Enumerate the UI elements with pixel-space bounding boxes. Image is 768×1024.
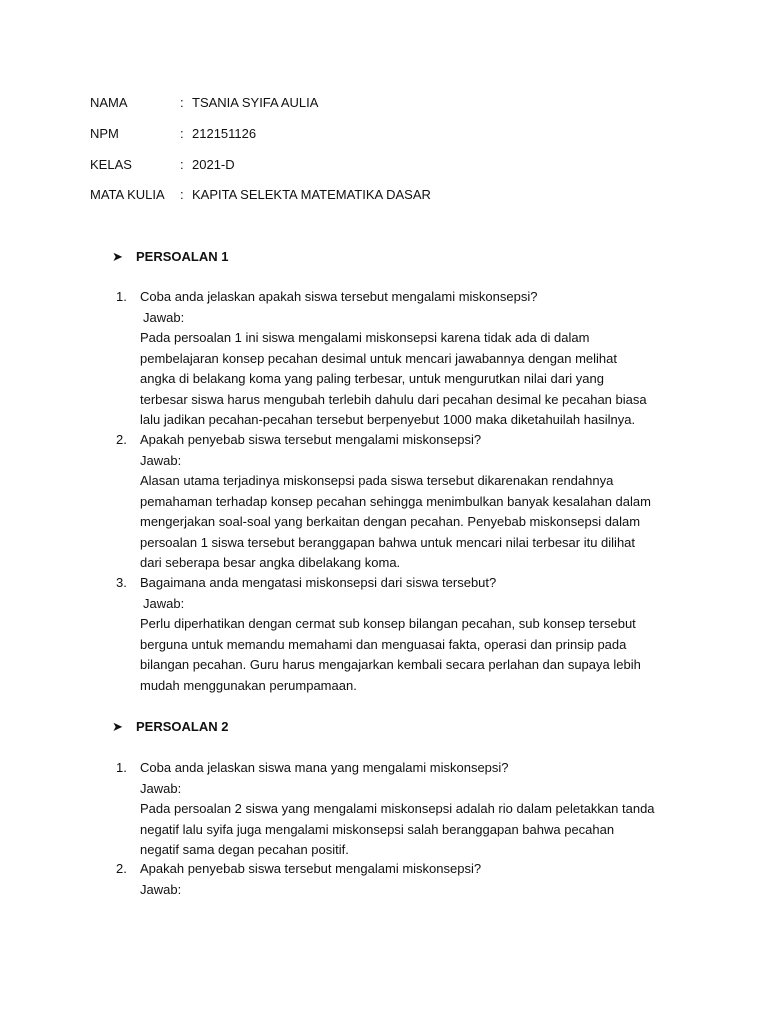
question-block-s2-q1 (116, 758, 696, 861)
answer-line: persoalan 1 siswa tersebut beranggapan bahwa untuk mencari nilai terbesar itu dilihat (140, 534, 636, 550)
answer-line: mudah menggunakan perumpamaan. (140, 677, 357, 693)
info-label: NAMA (90, 95, 128, 110)
info-row-npm (90, 124, 256, 144)
answer-line: dari seberapa besar angka dibelakang koma. (140, 555, 401, 570)
answer-line: berguna untuk memandu memahami dan menguasai fakta, operasi dan prinsip pada (140, 636, 627, 652)
arrow-bullet-icon: ➤ (112, 249, 123, 264)
question-line (116, 758, 696, 779)
answer-line: lalu jadikan pecahan-pecahan tersebut berpenyebut 1000 maka diketahuilah hasilnya. (140, 412, 636, 427)
question-block-s1-q2 (116, 430, 696, 574)
question-line (116, 859, 696, 880)
info-colon: : (180, 187, 184, 202)
question-line (116, 430, 696, 451)
info-colon: : (180, 95, 184, 110)
answer-text (116, 328, 696, 431)
section-title: PERSOALAN 2 (136, 719, 229, 734)
section-heading-persoalan-1 (112, 247, 228, 267)
answer-line: bilangan pecahan. Guru harus mengajarkan kembali secara perlahan dan supaya lebih (140, 657, 641, 672)
question-line (116, 573, 696, 594)
jawab-label: Jawab: (143, 309, 185, 325)
arrow-bullet-icon: ➤ (112, 719, 123, 734)
info-value: 2021-D (192, 157, 235, 172)
answer-text (116, 614, 696, 696)
info-row-kelas (90, 155, 235, 175)
answer-line: terbesar siswa harus mengubah terlebih dahulu dari pecahan desimal ke pecahan biasa (140, 391, 647, 407)
question-number: 2. (116, 432, 127, 447)
question-block-s1-q1 (116, 287, 696, 431)
answer-line: Pada persoalan 2 siswa yang mengalami miskonsepsi adalah rio dalam peletakkan tanda (140, 801, 655, 816)
question-text: Coba anda jelaskan apakah siswa tersebut mengalami miskonsepsi? (140, 289, 538, 304)
info-colon: : (180, 157, 184, 172)
jawab-label: Jawab: (140, 780, 182, 796)
answer-text (116, 799, 696, 861)
question-text: Bagaimana anda mengatasi miskonsepsi dari siswa tersebut? (140, 575, 497, 590)
answer-line: Pada persoalan 1 ini siswa mengalami miskonsepsi karena tidak ada di dalam (140, 330, 590, 345)
info-value: TSANIA SYIFA AULIA (192, 95, 319, 110)
answer-line: mengerjakan soal-soal yang berkaitan dengan pecahan. Penyebab miskonsepsi dalam (140, 514, 641, 529)
info-label: KELAS (90, 157, 132, 172)
info-value: 212151126 (192, 126, 257, 141)
answer-line: negatif sama degan pecahan positif. (140, 842, 349, 857)
answer-text (116, 471, 696, 574)
jawab-label: Jawab: (140, 881, 182, 897)
info-colon: : (180, 126, 184, 141)
jawab-label: Jawab: (140, 452, 182, 468)
info-value: KAPITA SELEKTA MATEMATIKA DASAR (192, 187, 431, 202)
question-number: 1. (116, 289, 127, 304)
section-heading-persoalan-2 (112, 717, 228, 737)
info-label: MATA KULIA (90, 187, 165, 202)
info-label: NPM (90, 126, 119, 141)
answer-line: Alasan utama terjadinya miskonsepsi pada siswa tersebut dikarenakan rendahnya (140, 473, 614, 488)
section-title: PERSOALAN 1 (136, 249, 229, 264)
question-number: 1. (116, 760, 127, 775)
question-text: Apakah penyebab siswa tersebut mengalami miskonsepsi? (140, 861, 482, 876)
question-number: 3. (116, 575, 127, 590)
question-number: 2. (116, 861, 127, 876)
question-text: Apakah penyebab siswa tersebut mengalami miskonsepsi? (140, 432, 482, 447)
answer-line: negatif lalu syifa juga mengalami miskonsepsi salah beranggapan bahwa pecahan (140, 821, 615, 837)
answer-line: pemahaman terhadap konsep pecahan sehingga menimbulkan banyak kesalahan dalam (140, 493, 651, 509)
info-row-mata-kuliah (90, 185, 431, 205)
jawab-label: Jawab: (143, 595, 185, 611)
answer-line: Perlu diperhatikan dengan cermat sub konsep bilangan pecahan, sub konsep tersebut (140, 616, 636, 631)
answer-line: angka di belakang koma yang paling terbesar, untuk mengurutkan nilai dari yang (140, 371, 604, 386)
question-block-s2-q2 (116, 859, 696, 900)
question-text: Coba anda jelaskan siswa mana yang mengalami miskonsepsi? (140, 760, 509, 775)
question-block-s1-q3 (116, 573, 696, 696)
info-row-nama (90, 93, 318, 113)
answer-line: pembelajaran konsep pecahan desimal untuk mencari jawabannya dengan melihat (140, 350, 617, 366)
question-line (116, 287, 696, 308)
